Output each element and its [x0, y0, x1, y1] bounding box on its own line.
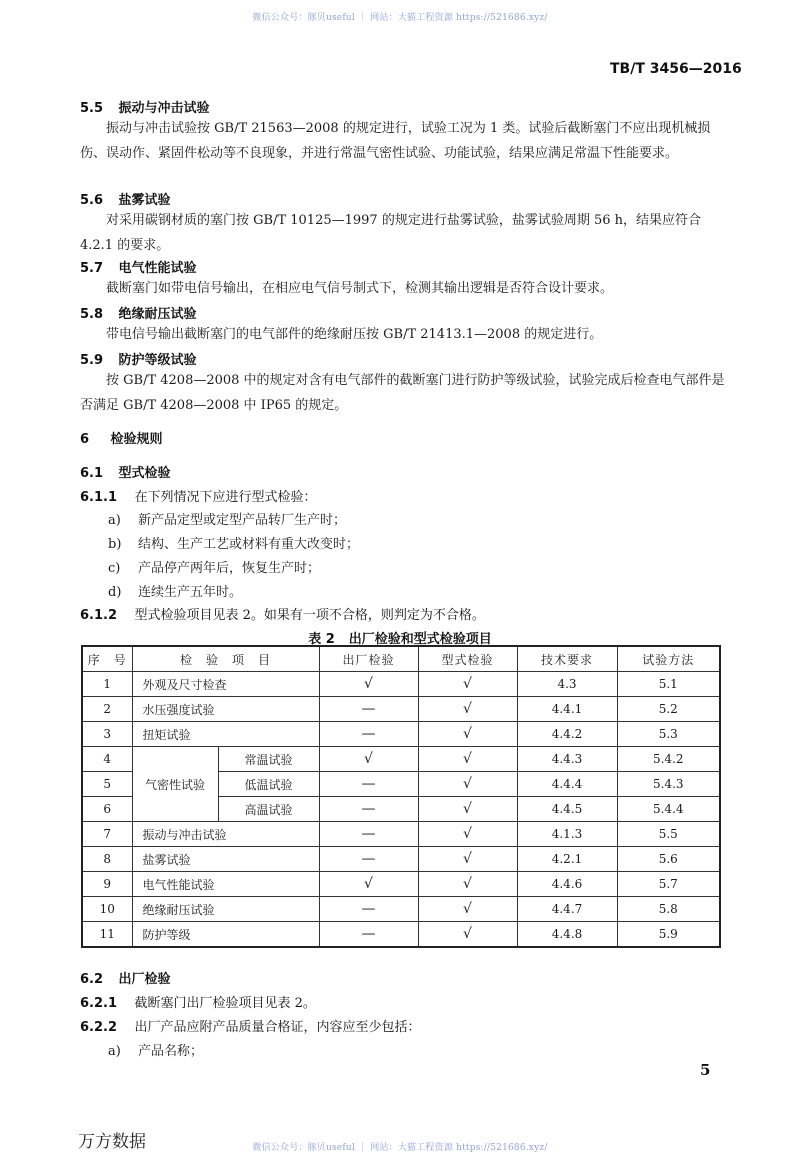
section-title: 检验规则 — [110, 432, 163, 447]
cell-type: √ — [418, 847, 517, 872]
cell-no: 1 — [82, 672, 132, 697]
cell-requirement: 4.4.5 — [517, 797, 617, 822]
section-heading-5-8 — [80, 303, 197, 322]
clause-6-2-1 — [80, 992, 316, 1011]
table-row — [82, 872, 720, 897]
list-item — [108, 509, 346, 528]
cell-requirement: 4.4.7 — [517, 897, 617, 922]
cell-requirement: 4.4.6 — [517, 872, 617, 897]
list-text: 产品名称； — [138, 1044, 204, 1059]
cell-item: 常温试验 — [218, 747, 319, 772]
section-heading-5-7 — [80, 257, 197, 276]
cell-no: 6 — [82, 797, 132, 822]
section-title: 型式检验 — [118, 466, 171, 481]
cell-factory: √ — [319, 672, 418, 697]
cell-method: 5.3 — [617, 722, 720, 747]
list-marker: a) — [108, 513, 121, 528]
cell-requirement: 4.4.2 — [517, 722, 617, 747]
cell-item: 振动与冲击试验 — [132, 822, 319, 847]
cell-item: 外观及尺寸检查 — [132, 672, 319, 697]
section-number: 5.8 — [80, 307, 104, 322]
clause-text: 在下列情况下应进行型式检验： — [134, 490, 317, 505]
cell-requirement: 4.3 — [517, 672, 617, 697]
table-number: 表 2 — [308, 632, 335, 647]
section-heading-6-2 — [80, 968, 171, 987]
clause-text: 截断塞门出厂检验项目见表 2。 — [134, 996, 316, 1011]
cell-factory: — — [319, 847, 418, 872]
section-title: 绝缘耐压试验 — [118, 307, 197, 322]
cell-method: 5.6 — [617, 847, 720, 872]
cell-requirement: 4.4.4 — [517, 772, 617, 797]
cell-factory: √ — [319, 747, 418, 772]
clause-number: 6.1.1 — [80, 490, 118, 505]
paragraph-5-8: 带电信号输出截断塞门的电气部件的绝缘耐压按 GB/T 21413.1—2008 的规定进行。 — [106, 327, 603, 342]
cell-requirement: 4.4.1 — [517, 697, 617, 722]
clause-number: 6.2.2 — [80, 1020, 118, 1035]
section-number: 5.7 — [80, 261, 104, 276]
clause-6-1-1 — [80, 486, 317, 505]
cell-type: √ — [418, 772, 517, 797]
list-text: 结构、生产工艺或材料有重大改变时； — [138, 537, 360, 552]
list-text: 新产品定型或定型产品转厂生产时； — [138, 513, 347, 528]
cell-no: 3 — [82, 722, 132, 747]
cell-type: √ — [418, 797, 517, 822]
cell-type: √ — [418, 672, 517, 697]
cell-no: 9 — [82, 872, 132, 897]
cell-item: 水压强度试验 — [132, 697, 319, 722]
section-number: 6 — [80, 432, 90, 447]
section-title: 出厂检验 — [118, 972, 171, 987]
cell-method: 5.1 — [617, 672, 720, 697]
cell-item: 扭矩试验 — [132, 722, 319, 747]
clause-text: 出厂产品应附产品质量合格证，内容应至少包括： — [134, 1020, 421, 1035]
section-number: 6.1 — [80, 466, 104, 481]
cell-type: √ — [418, 697, 517, 722]
cell-item: 绝缘耐压试验 — [132, 897, 319, 922]
section-heading-6 — [80, 428, 163, 447]
header-type: 型式检验 — [418, 646, 517, 672]
paragraph-5-7: 截断塞门如带电信号输出，在相应电气信号制式下，检测其输出逻辑是否符合设计要求。 — [106, 281, 614, 296]
cell-method: 5.4.3 — [617, 772, 720, 797]
cell-factory: — — [319, 797, 418, 822]
clause-6-1-2 — [80, 604, 485, 623]
section-heading-5-6 — [80, 189, 171, 208]
cell-item: 盐雾试验 — [132, 847, 319, 872]
watermark-bottom: 微信公众号：豚贝useful ｜ 网站：大猫工程资源 https://521686.xyz/ — [252, 1143, 548, 1153]
cell-method: 5.2 — [617, 697, 720, 722]
cell-method: 5.5 — [617, 822, 720, 847]
list-text: 产品停产两年后，恢复生产时； — [138, 561, 321, 576]
cell-item: 高温试验 — [218, 797, 319, 822]
publisher-mark: 万方数据 — [78, 1132, 146, 1152]
cell-factory: — — [319, 822, 418, 847]
clause-6-2-2 — [80, 1016, 421, 1035]
cell-requirement: 4.4.8 — [517, 922, 617, 948]
table-row — [82, 847, 720, 872]
section-heading-5-9 — [80, 349, 197, 368]
cell-item: 防护等级 — [132, 922, 319, 948]
table-row — [82, 672, 720, 697]
header-factory: 出厂检验 — [319, 646, 418, 672]
list-text: 连续生产五年时。 — [138, 585, 243, 600]
cell-factory: — — [319, 772, 418, 797]
cell-method: 5.4.4 — [617, 797, 720, 822]
list-marker: d) — [108, 585, 122, 600]
paragraph-5-9: 按 GB/T 4208—2008 中的规定对含有电气部件的截断塞门进行防护等级试验，试验完成后检查电气部件是否满足 GB/T 4208—2008 中 IP65 的规定。 — [80, 373, 725, 413]
cell-requirement: 4.2.1 — [517, 847, 617, 872]
section-number: 5.6 — [80, 193, 104, 208]
paragraph-5-6: 对采用碳钢材质的塞门按 GB/T 10125—1997 的规定进行盐雾试验，盐雾试验周期 56 h，结果应符合 4.2.1 的要求。 — [80, 213, 702, 253]
cell-type: √ — [418, 722, 517, 747]
cell-no: 7 — [82, 822, 132, 847]
clause-number: 6.1.2 — [80, 608, 118, 623]
list-marker: b) — [108, 537, 122, 552]
cell-factory: √ — [319, 872, 418, 897]
cell-factory: — — [319, 922, 418, 948]
paragraph-5-5: 振动与冲击试验按 GB/T 21563—2008 的规定进行，试验工况为 1 类。试验后截断塞门不应出现机械损伤、误动作、紧固件松动等不良现象，并进行常温气密性试验、功能试验，结果应满足常温下性能要求。 — [80, 121, 711, 161]
cell-no: 5 — [82, 772, 132, 797]
cell-item: 低温试验 — [218, 772, 319, 797]
table-row — [82, 747, 720, 772]
table-row — [82, 922, 720, 948]
cell-no: 2 — [82, 697, 132, 722]
list-marker: c) — [108, 561, 121, 576]
header-method: 试验方法 — [617, 646, 720, 672]
standard-number: TB/T 3456—2016 — [610, 61, 742, 77]
section-heading-6-1 — [80, 462, 171, 481]
cell-method: 5.4.2 — [617, 747, 720, 772]
cell-type: √ — [418, 747, 517, 772]
list-item — [108, 581, 242, 600]
cell-type: √ — [418, 872, 517, 897]
cell-item: 电气性能试验 — [132, 872, 319, 897]
section-title: 防护等级试验 — [118, 353, 197, 368]
cell-group-airtightness: 气密性试验 — [132, 747, 218, 822]
list-item — [108, 533, 359, 552]
list-marker: a) — [108, 1044, 121, 1059]
table-header-row — [82, 646, 720, 672]
cell-type: √ — [418, 897, 517, 922]
list-item — [108, 1040, 203, 1059]
clause-number: 6.2.1 — [80, 996, 118, 1011]
watermark-top: 微信公众号：豚贝useful ｜ 网站：大猫工程资源 https://521686.xyz/ — [252, 13, 548, 23]
section-title: 盐雾试验 — [118, 193, 171, 208]
table-title: 出厂检验和型式检验项目 — [348, 632, 492, 647]
section-number: 6.2 — [80, 972, 104, 987]
cell-method: 5.7 — [617, 872, 720, 897]
cell-requirement: 4.1.3 — [517, 822, 617, 847]
cell-type: √ — [418, 822, 517, 847]
cell-method: 5.8 — [617, 897, 720, 922]
cell-factory: — — [319, 697, 418, 722]
section-title: 振动与冲击试验 — [118, 101, 210, 116]
cell-factory: — — [319, 722, 418, 747]
cell-no: 11 — [82, 922, 132, 948]
page-number: 5 — [700, 1061, 711, 1079]
section-title: 电气性能试验 — [118, 261, 197, 276]
table-row — [82, 897, 720, 922]
cell-requirement: 4.4.3 — [517, 747, 617, 772]
clause-text: 型式检验项目见表 2。如果有一项不合格，则判定为不合格。 — [134, 608, 485, 623]
header-item: 检 验 项 目 — [132, 646, 319, 672]
cell-type: √ — [418, 922, 517, 948]
table-row — [82, 822, 720, 847]
cell-no: 8 — [82, 847, 132, 872]
table-row — [82, 722, 720, 747]
cell-factory: — — [319, 897, 418, 922]
cell-no: 10 — [82, 897, 132, 922]
list-item — [108, 557, 320, 576]
header-no: 序 号 — [82, 646, 132, 672]
cell-no: 4 — [82, 747, 132, 772]
cell-method: 5.9 — [617, 922, 720, 948]
section-number: 5.5 — [80, 101, 104, 116]
table-row — [82, 697, 720, 722]
section-heading-5-5 — [80, 97, 210, 116]
inspection-items-table — [81, 645, 721, 948]
header-requirement: 技术要求 — [517, 646, 617, 672]
section-number: 5.9 — [80, 353, 104, 368]
